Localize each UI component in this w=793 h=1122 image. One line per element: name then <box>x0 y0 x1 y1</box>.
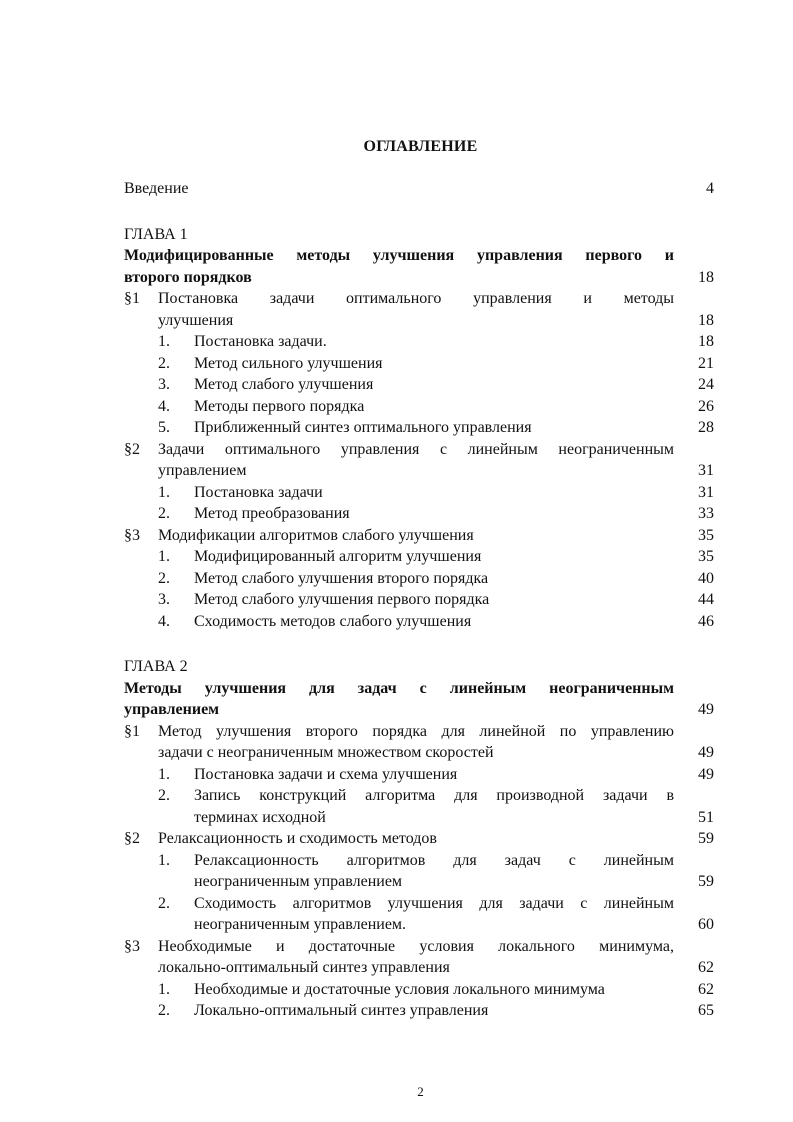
item-number: 1. <box>158 483 170 501</box>
toc-page-number: 24 <box>698 376 714 393</box>
toc-section-cont[interactable] <box>124 460 714 482</box>
item-number: 1. <box>158 765 170 783</box>
toc-section[interactable] <box>124 525 714 547</box>
section-text: Метод улучшения второго порядка для линейной по управлению <box>158 722 674 740</box>
section-text: локально-оптимальный синтез управления <box>158 959 450 976</box>
toc-subsection[interactable] <box>124 979 714 1001</box>
toc-section[interactable] <box>124 828 714 850</box>
toc-page-number: 44 <box>698 591 714 608</box>
table-of-contents <box>124 178 714 1022</box>
item-text: Постановка задачи <box>194 483 323 501</box>
item-number: 2. <box>158 787 170 804</box>
item-number: 3. <box>158 591 170 608</box>
item-number: 1. <box>158 851 170 869</box>
toc-subsection[interactable] <box>124 785 714 807</box>
section-mark: §1 <box>124 722 140 740</box>
toc-subsection[interactable] <box>124 893 714 915</box>
toc-subsection[interactable] <box>124 611 714 633</box>
toc-subsection[interactable] <box>124 546 714 568</box>
section-mark: §1 <box>124 290 140 307</box>
item-text: Метод преобразования <box>194 505 350 522</box>
toc-page-number: 21 <box>698 354 714 372</box>
toc-subsection-cont[interactable] <box>124 871 714 893</box>
section-text: Модификации алгоритмов слабого улучшения <box>158 526 474 544</box>
toc-subsection[interactable] <box>124 589 714 611</box>
toc-subsection[interactable] <box>124 1000 714 1022</box>
page-title: ОГЛАВЛЕНИЕ <box>363 138 478 155</box>
item-number: 1. <box>158 548 170 565</box>
toc-page-number: 62 <box>698 959 714 976</box>
chapter-title-line[interactable] <box>124 267 714 289</box>
chapter-title-text: управлением <box>124 701 220 718</box>
toc-section-cont[interactable] <box>124 310 714 332</box>
chapter-label: ГЛАВА 2 <box>124 658 188 675</box>
section-text: Задачи оптимального управления с линейным неограниченным <box>158 440 674 458</box>
item-number: 5. <box>158 419 170 436</box>
section-mark: §3 <box>124 526 140 544</box>
chapter-title-line[interactable] <box>124 699 714 721</box>
toc-page-number: 35 <box>698 548 714 565</box>
toc-subsection[interactable] <box>124 396 714 418</box>
item-text: Приближенный синтез оптимального управления <box>194 419 532 436</box>
toc-page-number: 18 <box>698 333 714 350</box>
toc-page-number: 46 <box>698 612 714 630</box>
toc-page-number: 62 <box>698 980 714 998</box>
item-number: 1. <box>158 980 170 998</box>
section-text: улучшения <box>158 311 234 329</box>
chapter-title-text: Методы улучшения для задач с линейным неограниченным <box>124 679 674 697</box>
item-text: Метод слабого улучшения <box>194 376 374 393</box>
toc-page-number: 59 <box>698 830 714 847</box>
chapter-title-line[interactable] <box>124 678 714 700</box>
toc-subsection[interactable] <box>124 331 714 353</box>
item-text: терминах исходной <box>194 808 326 826</box>
item-text: Методы первого порядка <box>194 397 365 415</box>
item-number: 4. <box>158 612 170 630</box>
toc-subsection-cont[interactable] <box>124 807 714 829</box>
toc-page-number: 31 <box>698 483 714 501</box>
toc-subsection[interactable] <box>124 568 714 590</box>
toc-subsection[interactable] <box>124 764 714 786</box>
item-text: Метод сильного улучшения <box>194 354 383 372</box>
item-number: 1. <box>158 333 170 350</box>
toc-page-number: 18 <box>698 311 714 329</box>
toc-section[interactable] <box>124 936 714 958</box>
chapter-title-text: второго порядков <box>124 268 252 286</box>
toc-section-cont[interactable] <box>124 742 714 764</box>
section-text: управлением <box>158 462 247 479</box>
item-text: Метод слабого улучшения второго порядка <box>194 569 489 587</box>
item-number: 2. <box>158 505 170 522</box>
toc-subsection[interactable] <box>124 417 714 439</box>
toc-page-number: 65 <box>698 1002 714 1019</box>
item-number: 4. <box>158 397 170 415</box>
section-text: Релаксационность и сходимость методов <box>158 830 437 847</box>
toc-page-number: 60 <box>698 916 714 933</box>
section-mark: §2 <box>124 830 140 847</box>
toc-page-number: 35 <box>698 526 714 544</box>
item-number: 2. <box>158 1002 170 1019</box>
item-text: Необходимые и достаточные условия локального минимума <box>194 980 605 998</box>
item-text: Запись конструкций алгоритма для производной задачи в <box>194 787 674 804</box>
item-text: Метод слабого улучшения первого порядка <box>194 591 490 608</box>
toc-subsection[interactable] <box>124 503 714 525</box>
item-number: 3. <box>158 376 170 393</box>
item-number: 2. <box>158 894 170 912</box>
toc-page-number: 40 <box>698 569 714 587</box>
toc-section-cont[interactable] <box>124 957 714 979</box>
toc-entry-text: Введение <box>124 180 189 197</box>
item-text: неограниченным управлением. <box>194 916 407 933</box>
toc-subsection[interactable] <box>124 353 714 375</box>
item-text: Модифицированный алгоритм улучшения <box>194 548 482 565</box>
section-mark: §2 <box>124 440 140 458</box>
toc-page-number: 18 <box>698 268 714 286</box>
chapter-title-text: Модифицированные методы улучшения управления первого и <box>124 247 674 264</box>
toc-subsection-cont[interactable] <box>124 914 714 936</box>
item-text: Постановка задачи и схема улучшения <box>194 765 458 783</box>
section-mark: §3 <box>124 937 140 955</box>
toc-subsection[interactable] <box>124 850 714 872</box>
toc-entry-intro[interactable] <box>124 178 714 200</box>
toc-page-number: 49 <box>698 744 714 761</box>
item-number: 2. <box>158 569 170 587</box>
toc-subsection[interactable] <box>124 374 714 396</box>
toc-subsection[interactable] <box>124 482 714 504</box>
toc-section[interactable] <box>124 721 714 743</box>
toc-page-number: 51 <box>698 808 714 826</box>
item-text: Локально-оптимальный синтез управления <box>194 1002 489 1019</box>
toc-section[interactable] <box>124 439 714 461</box>
toc-page-number: 49 <box>698 765 714 783</box>
toc-page-number: 28 <box>698 419 714 436</box>
toc-page-number: 33 <box>698 505 714 522</box>
toc-page-number: 31 <box>698 462 714 479</box>
toc-page-number: 26 <box>698 397 714 415</box>
item-text: Постановка задачи. <box>194 333 327 350</box>
item-number: 2. <box>158 354 170 372</box>
item-text: неограниченным управлением <box>194 873 403 890</box>
page-number: 2 <box>417 1084 424 1099</box>
item-text: Релаксационность алгоритмов для задач с линейным <box>194 851 674 869</box>
toc-page-number: 4 <box>706 180 714 197</box>
section-text: задачи с неограниченным множеством скоростей <box>158 744 494 761</box>
chapter-title-line[interactable] <box>124 245 714 267</box>
chapter-heading <box>124 656 714 678</box>
item-text: Сходимость алгоритмов улучшения для задачи с линейным <box>194 894 674 912</box>
toc-page-number: 49 <box>698 701 714 718</box>
chapter-heading <box>124 224 714 246</box>
toc-section[interactable] <box>124 288 714 310</box>
section-text: Необходимые и достаточные условия локального минимума, <box>158 937 674 955</box>
chapter-label: ГЛАВА 1 <box>124 225 188 243</box>
section-text: Постановка задачи оптимального управления и методы <box>158 290 674 307</box>
item-text: Сходимость методов слабого улучшения <box>194 612 472 630</box>
toc-page-number: 59 <box>698 873 714 890</box>
